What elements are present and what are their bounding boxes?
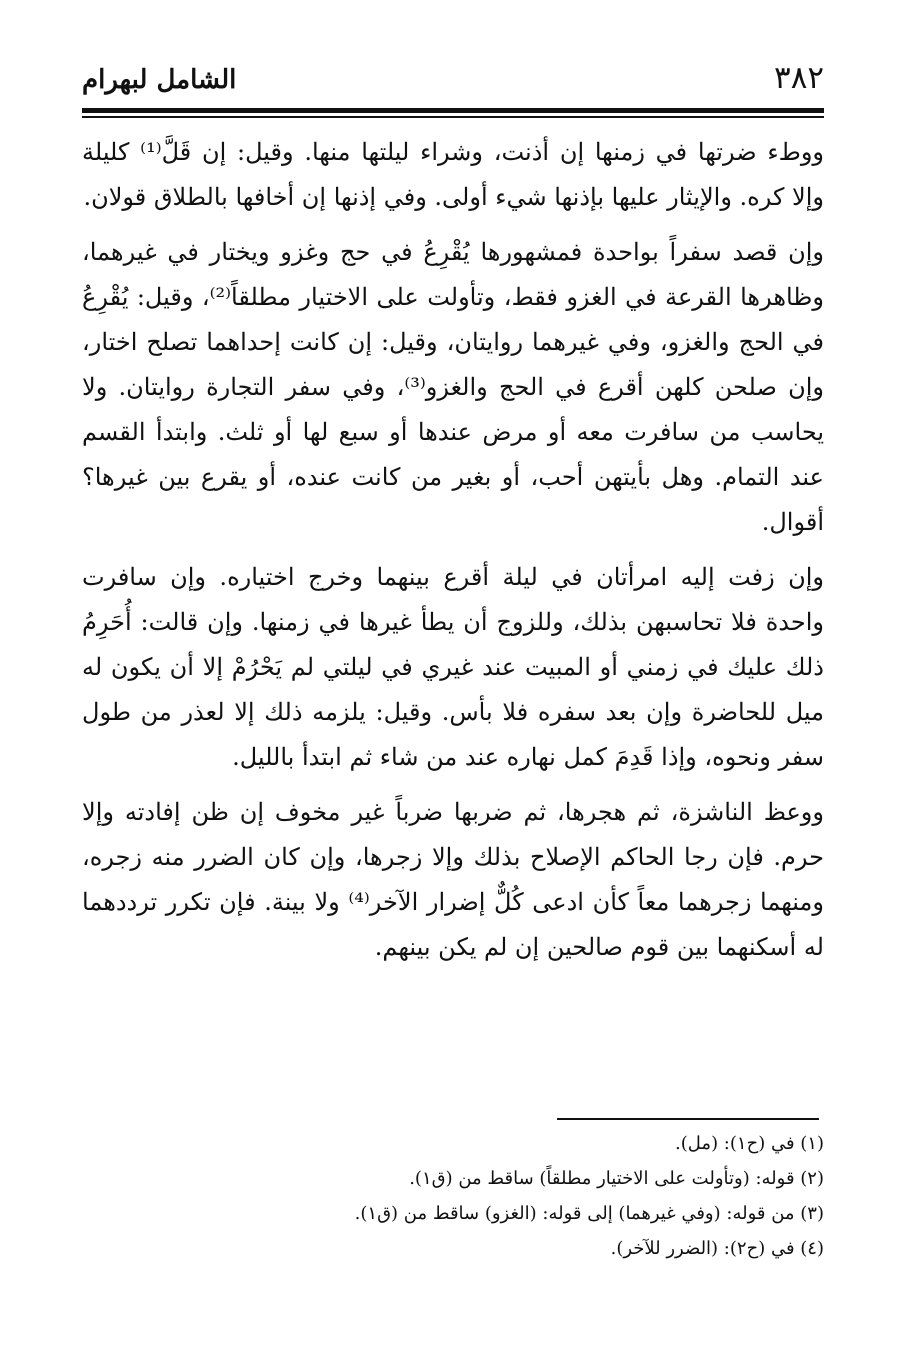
paragraph-2: وإن قصد سفراً بواحدة فمشهورها يُقْرِعُ في حج وغزو ويختار في غيرهما، وظاهرها القرعة في الغزو فقط، وتأولت على الاختيار مطلقاً⁽²⁾، وقيل: يُقْرِعُ في الحج والغزو، وفي غيرهما روايتان، وقيل: إن كانت إحداهما تصلح اختار، وإن صلحن كلهن أقرع في الحج والغزو⁽³⁾، وفي سفر التجارة روايتان. ولا يحاسب من سافرت معه أو مرض عندها أو سبع لها أو ثلث. وابتدأ القسم عند التمام. وهل بأيتهن أحب، أو بغير من كانت عنده، أو يقرع بين غيرها؟ أقوال. [82,238,824,536]
paragraph-3: وإن زفت إليه امرأتان في ليلة أقرع بينهما وخرج اختياره. وإن سافرت واحدة فلا تحاسبهن بذلك، وللزوج أن يطأ غيرها في زمنها. وإن قالت: أُحَرِمُ ذلك عليك في زمني أو المبيت عند غيري في ليلتي لم يَحْرُمْ إلا أن يكون له ميل للحاضرة وإن بعد سفره فلا بأس. وقيل: يلزمه ذلك إلا لعذر من طول سفر ونحوه، وإذا قَدِمَ كمل نهاره عند من شاء ثم ابتدأ بالليل. [82,563,824,771]
main-text [82,130,824,970]
paragraph-4: ووعظ الناشزة، ثم هجرها، ثم ضربها ضرباً غير مخوف إن ظن إفادته وإلا حرم. فإن رجا الحاكم الإصلاح بذلك وإلا زجرها، وإن كان الضرر منه زجره، ومنهما زجرهما معاً كأن ادعى كُلٌّ إضرار الآخر⁽⁴⁾ ولا بينة. فإن تكرر ترددهما له أسكنهما بين قوم صالحين إن لم يكن بينهم. [82,798,824,961]
footnote-separator [557,1118,819,1120]
running-title: الشامل لبهرام [82,65,237,95]
footnote-3: (٣) من قوله: (وفي غيرهما) إلى قوله: (الغزو) ساقط من (ق١). [354,1203,824,1224]
paragraph-1: ووطء ضرتها في زمنها إن أذنت، وشراء ليلتها منها. وقيل: إن قَلَّ⁽¹⁾ كليلة وإلا كره. والإيثار عليها بإذنها شيء أولى. وفي إذنها إن أخافها بالطلاق قولان. [82,138,824,211]
header-rule-thick [82,108,824,113]
footnote-2: (٢) قوله: (وتأولت على الاختيار مطلقاً) ساقط من (ق١). [409,1168,824,1189]
footnotes [82,1126,824,1266]
header-rule-thin [82,116,824,118]
page-header [82,58,824,104]
footnote-1: (١) في (ح١): (مل). [675,1133,824,1154]
page-number: ٣٨٢ [774,60,824,96]
footnote-4: (٤) في (ح٢): (الضرر للآخر). [610,1238,824,1259]
